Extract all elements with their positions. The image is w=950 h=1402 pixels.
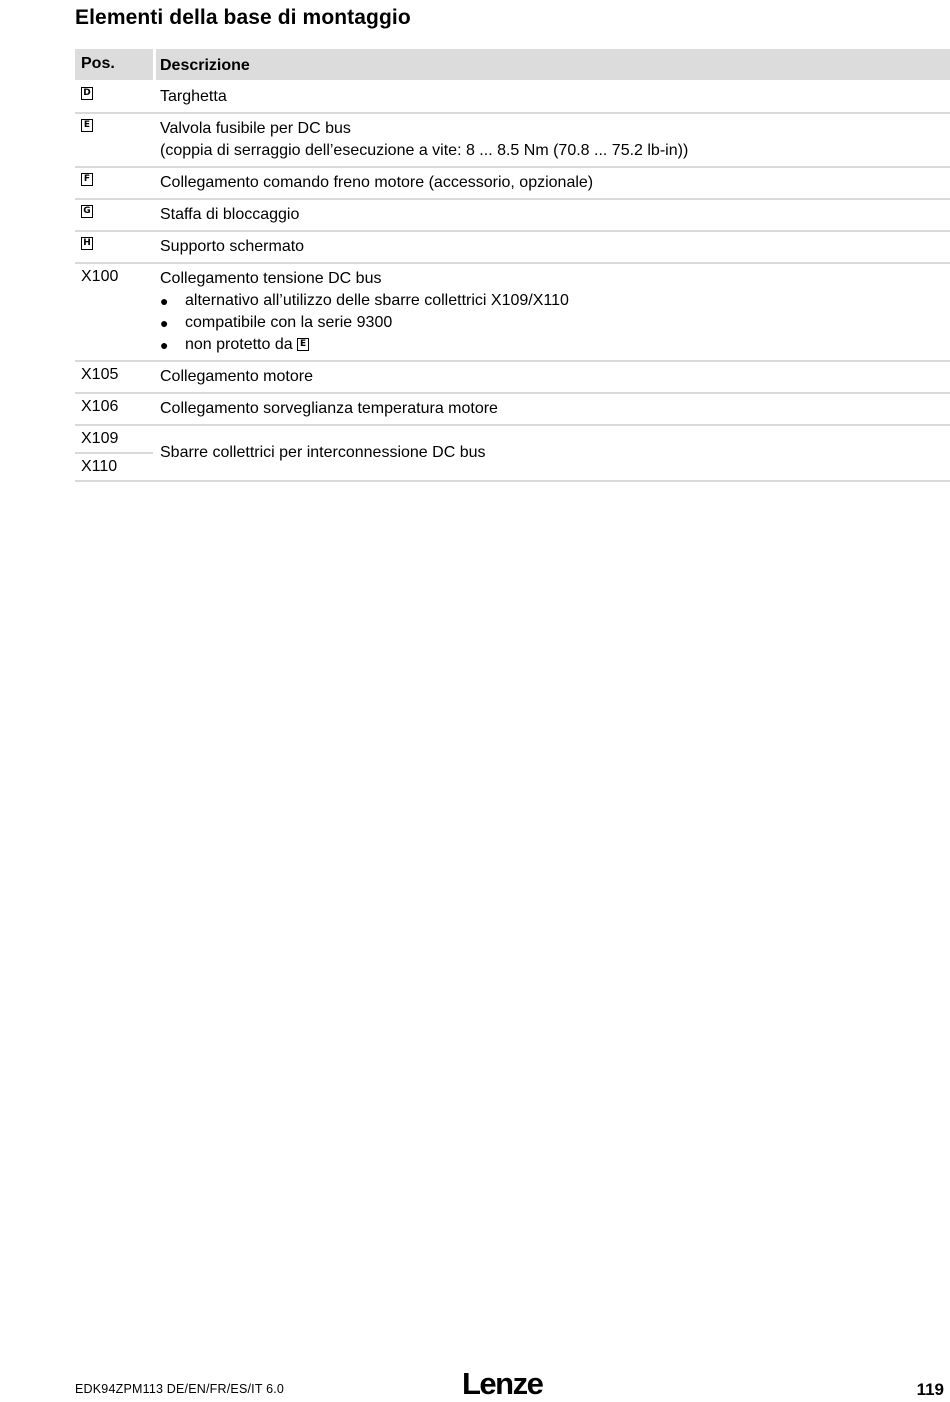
bullet-icon: ● bbox=[160, 337, 169, 353]
row-desc-line: Valvola fusibile per DC bus bbox=[160, 120, 351, 137]
table-row bbox=[75, 232, 950, 264]
table-row bbox=[75, 394, 950, 426]
row-pos: X106 bbox=[81, 398, 119, 415]
position-marker-G: G bbox=[81, 205, 93, 218]
table-row bbox=[75, 114, 950, 168]
table-row bbox=[75, 168, 950, 200]
row-pos: X109 bbox=[75, 426, 153, 454]
description-table bbox=[75, 49, 950, 482]
position-marker-E: E bbox=[297, 338, 309, 351]
row-pos: X100 bbox=[81, 268, 119, 285]
row-desc: Collegamento sorveglianza temperatura motore bbox=[160, 400, 498, 417]
table-row bbox=[75, 200, 950, 232]
bullet-item: ● alternativo all’utilizzo delle sbarre collettrici X109/X110 bbox=[160, 290, 950, 312]
row-desc: Supporto schermato bbox=[160, 238, 305, 255]
row-desc: Staffa di bloccaggio bbox=[160, 206, 300, 223]
bullet-icon: ● bbox=[160, 293, 169, 309]
row-desc: Collegamento comando freno motore (accessorio, opzionale) bbox=[160, 174, 594, 191]
position-marker-E: E bbox=[81, 119, 93, 132]
row-pos: X110 bbox=[81, 458, 118, 475]
position-marker-F: F bbox=[81, 173, 93, 186]
brand-logo: Lenze bbox=[462, 1366, 543, 1401]
table-row bbox=[75, 426, 950, 482]
row-desc bbox=[156, 114, 950, 166]
header-desc: Descrizione bbox=[156, 49, 950, 80]
position-marker-D: D bbox=[81, 87, 93, 100]
header-pos: Pos. bbox=[75, 49, 153, 80]
bullet-icon: ● bbox=[160, 315, 169, 331]
document-id: EDK94ZPM113 DE/EN/FR/ES/IT 6.0 bbox=[75, 1382, 285, 1396]
table-header bbox=[75, 49, 950, 80]
table-row bbox=[75, 82, 950, 114]
page-title: Elementi della base di montaggio bbox=[75, 6, 411, 29]
bullet-item: ● compatibile con la serie 9300 bbox=[160, 312, 950, 334]
row-desc-line: Collegamento tensione DC bus bbox=[160, 270, 382, 287]
row-desc-line: (coppia di serraggio dell’esecuzione a vite: 8 ... 8.5 Nm (70.8 ... 75.2 lb-in)) bbox=[160, 142, 689, 159]
row-desc bbox=[156, 264, 950, 360]
position-marker-H: H bbox=[81, 237, 93, 250]
page-number: 119 bbox=[916, 1380, 944, 1399]
table-row bbox=[75, 362, 950, 394]
row-desc: Collegamento motore bbox=[160, 368, 313, 385]
table-row bbox=[75, 264, 950, 362]
row-desc: Sbarre collettrici per interconnessione DC bus bbox=[160, 444, 486, 461]
row-pos: X105 bbox=[81, 366, 119, 383]
row-desc: Targhetta bbox=[160, 88, 227, 105]
bullet-item: ● non protetto da E bbox=[160, 334, 950, 356]
